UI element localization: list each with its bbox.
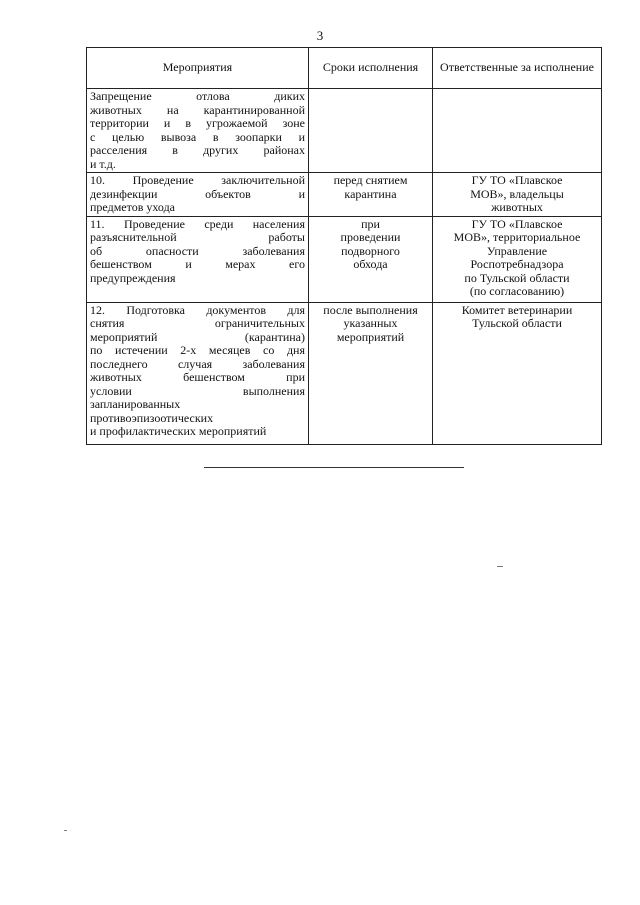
header-activity: Мероприятия [87, 48, 309, 89]
deadline-cell-line: проведении [340, 230, 401, 244]
deadline-cell [309, 302, 433, 444]
deadline-cell [309, 89, 433, 173]
responsible-cell-line: (по согласованию) [469, 284, 565, 298]
deadline-cell [309, 216, 433, 302]
activity-cell-line: животных на карантинированной [90, 102, 305, 117]
measures-table [86, 47, 602, 445]
activity-cell-line: животных бешенством при [90, 370, 305, 384]
deadline-cell-line: обхода [353, 257, 388, 271]
activity-cell-line: мероприятий (карантина) [90, 329, 305, 344]
activity-cell [87, 302, 309, 444]
responsible-cell [433, 302, 602, 444]
activity-cell-line: 11. Проведение среди населения [90, 216, 305, 231]
activity-cell-line: 12. Подготовка документов для [90, 302, 305, 317]
table-body [87, 89, 602, 445]
activity-cell-line: и профилактических мероприятий [90, 424, 267, 438]
table-row [87, 302, 602, 444]
responsible-cell-line: по Тульской области [464, 270, 570, 285]
activity-cell-line: условии выполнения [90, 383, 305, 398]
deadline-cell-line: после выполнения [323, 302, 418, 317]
responsible-cell-line: МОВ», территориальное [453, 230, 581, 244]
responsible-cell-line: ГУ ТО «Плавское [471, 216, 563, 231]
activity-cell-line: разъяснительной работы [90, 230, 305, 244]
responsible-cell [433, 173, 602, 217]
table-header-row [87, 48, 602, 89]
responsible-cell-line: животных [491, 200, 543, 214]
responsible-cell-line: МОВ», владельцы [470, 186, 564, 201]
activity-cell-line: последнего случая заболевания [90, 356, 305, 371]
scan-mark [497, 566, 503, 567]
activity-cell-line: запланированных [90, 397, 181, 411]
activity-cell-line: дезинфекции объектов и [90, 186, 305, 201]
activity-cell-line: 10. Проведение заключительной [90, 173, 305, 187]
activity-cell-line: об опасности заболевания [90, 243, 305, 258]
activity-cell-line: с целью вывоза в зоопарки и [90, 129, 305, 144]
responsible-cell [433, 216, 602, 302]
activity-cell-line: бешенством и мерах его [90, 257, 305, 271]
activity-cell-line: и т.д. [90, 156, 116, 171]
activity-cell-line: предупреждения [90, 270, 176, 285]
header-responsible: Ответственные за исполнение [433, 48, 602, 89]
activity-cell [87, 89, 309, 173]
responsible-cell-line: Комитет ветеринарии [461, 302, 573, 317]
header-deadline: Сроки исполнения [309, 48, 433, 89]
table-row [87, 173, 602, 217]
responsible-cell-line: Управление [486, 243, 548, 258]
deadline-cell-line: указанных [343, 316, 398, 330]
page-number: 3 [316, 28, 324, 43]
activity-cell [87, 216, 309, 302]
table-row [87, 216, 602, 302]
activity-cell-line: по истечении 2-х месяцев со дня [90, 343, 305, 357]
activity-cell-line: предметов ухода [90, 200, 175, 214]
responsible-cell-line: Тульской области [472, 316, 562, 330]
deadline-cell [309, 173, 433, 217]
activity-cell-line: снятия ограничительных [90, 316, 305, 330]
activity-cell-line: расселения в других районах [90, 143, 305, 157]
deadline-cell-line: перед снятием [333, 173, 408, 187]
activity-cell-line: Запрещение отлова диких [90, 89, 305, 103]
table-row [87, 89, 602, 173]
responsible-cell-line: Роспотребнадзора [470, 257, 564, 271]
responsible-cell [433, 89, 602, 173]
deadline-cell-line: карантина [344, 186, 397, 201]
closing-separator-line [204, 467, 464, 468]
activity-cell [87, 173, 309, 217]
deadline-cell-line: мероприятий [336, 329, 405, 344]
activity-cell-line: территории и в угрожаемой зоне [90, 116, 305, 130]
scan-mark [64, 830, 67, 831]
activity-cell-line: противоэпизоотических [90, 410, 214, 425]
deadline-cell-line: при [361, 216, 380, 231]
responsible-cell-line: ГУ ТО «Плавское [471, 173, 563, 187]
deadline-cell-line: подворного [341, 243, 400, 258]
